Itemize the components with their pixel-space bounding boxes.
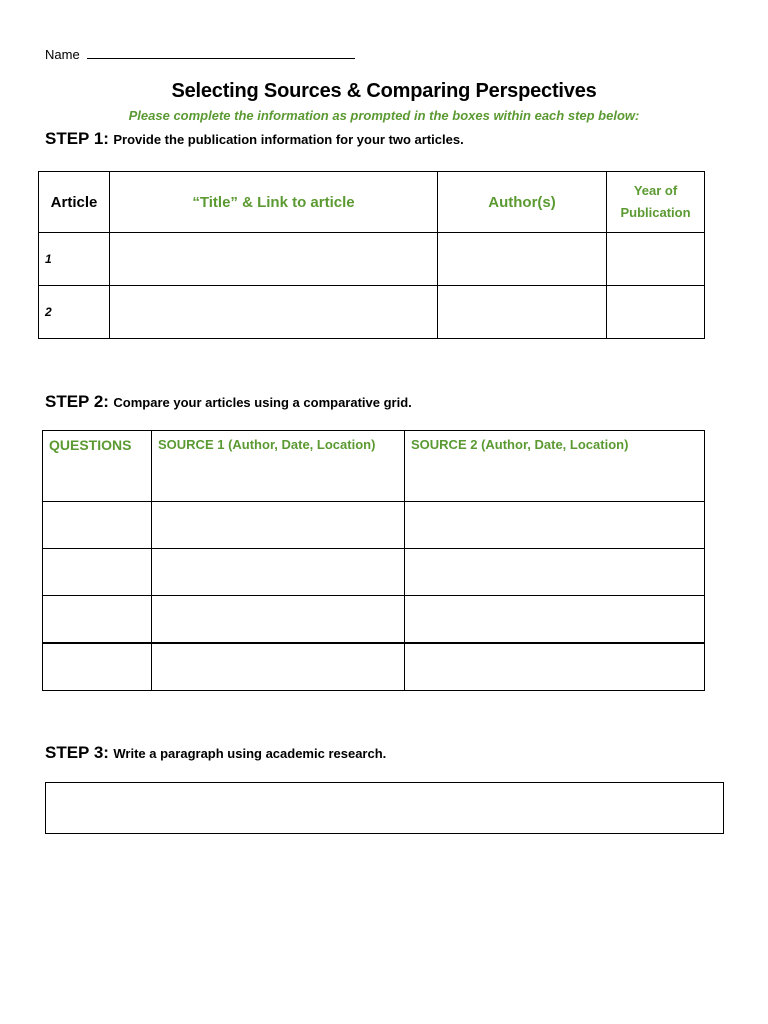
step3-description: Write a paragraph using academic research. xyxy=(113,746,387,761)
name-field[interactable] xyxy=(45,46,355,62)
table-row xyxy=(43,502,705,549)
col-article: Article xyxy=(39,172,110,233)
page-subtitle: Please complete the information as prompted in the boxes within each step below: xyxy=(128,108,640,123)
step1-label: STEP 1: xyxy=(45,129,109,148)
step3-heading xyxy=(45,743,386,763)
table-row xyxy=(39,233,705,286)
author-cell[interactable] xyxy=(438,286,607,339)
title-link-cell[interactable] xyxy=(110,233,438,286)
source2-cell[interactable] xyxy=(405,549,705,596)
source2-cell[interactable] xyxy=(405,596,705,644)
question-cell[interactable] xyxy=(43,549,152,596)
step3-label: STEP 3: xyxy=(45,743,109,762)
article-number: 2 xyxy=(39,286,110,339)
table-row xyxy=(43,643,705,691)
col-title-link: “Title” & Link to article xyxy=(110,172,438,233)
page-title: Selecting Sources & Comparing Perspectives xyxy=(171,80,597,102)
table-header-row xyxy=(39,172,705,233)
question-cell[interactable] xyxy=(43,643,152,691)
step2-label: STEP 2: xyxy=(45,392,109,411)
author-cell[interactable] xyxy=(438,233,607,286)
table-row xyxy=(43,596,705,644)
table-row xyxy=(43,549,705,596)
col-authors: Author(s) xyxy=(438,172,607,233)
title-link-cell[interactable] xyxy=(110,286,438,339)
year-cell[interactable] xyxy=(607,286,705,339)
source2-cell[interactable] xyxy=(405,643,705,691)
publication-info-table xyxy=(38,171,705,339)
source1-cell[interactable] xyxy=(152,549,405,596)
source1-cell[interactable] xyxy=(152,643,405,691)
col-year xyxy=(607,172,705,233)
name-label: Name xyxy=(45,47,80,62)
step1-heading xyxy=(45,129,464,149)
col-questions: QUESTIONS xyxy=(43,431,152,502)
paragraph-box[interactable] xyxy=(45,782,724,834)
article-number: 1 xyxy=(39,233,110,286)
name-underline[interactable] xyxy=(87,46,355,59)
source1-cell[interactable] xyxy=(152,596,405,644)
comparative-grid-table xyxy=(42,430,705,691)
col-source2: SOURCE 2 (Author, Date, Location) xyxy=(405,431,705,502)
step2-description: Compare your articles using a comparative grid. xyxy=(113,395,412,410)
step1-description: Provide the publication information for your two articles. xyxy=(113,132,464,147)
col-year-line2: Publication xyxy=(620,205,691,220)
source1-cell[interactable] xyxy=(152,502,405,549)
step2-heading xyxy=(45,392,412,412)
table-header-row xyxy=(43,431,705,502)
col-year-line1: Year of xyxy=(633,183,678,198)
question-cell[interactable] xyxy=(43,596,152,644)
col-source1: SOURCE 1 (Author, Date, Location) xyxy=(152,431,405,502)
source2-cell[interactable] xyxy=(405,502,705,549)
table-row xyxy=(39,286,705,339)
year-cell[interactable] xyxy=(607,233,705,286)
question-cell[interactable] xyxy=(43,502,152,549)
